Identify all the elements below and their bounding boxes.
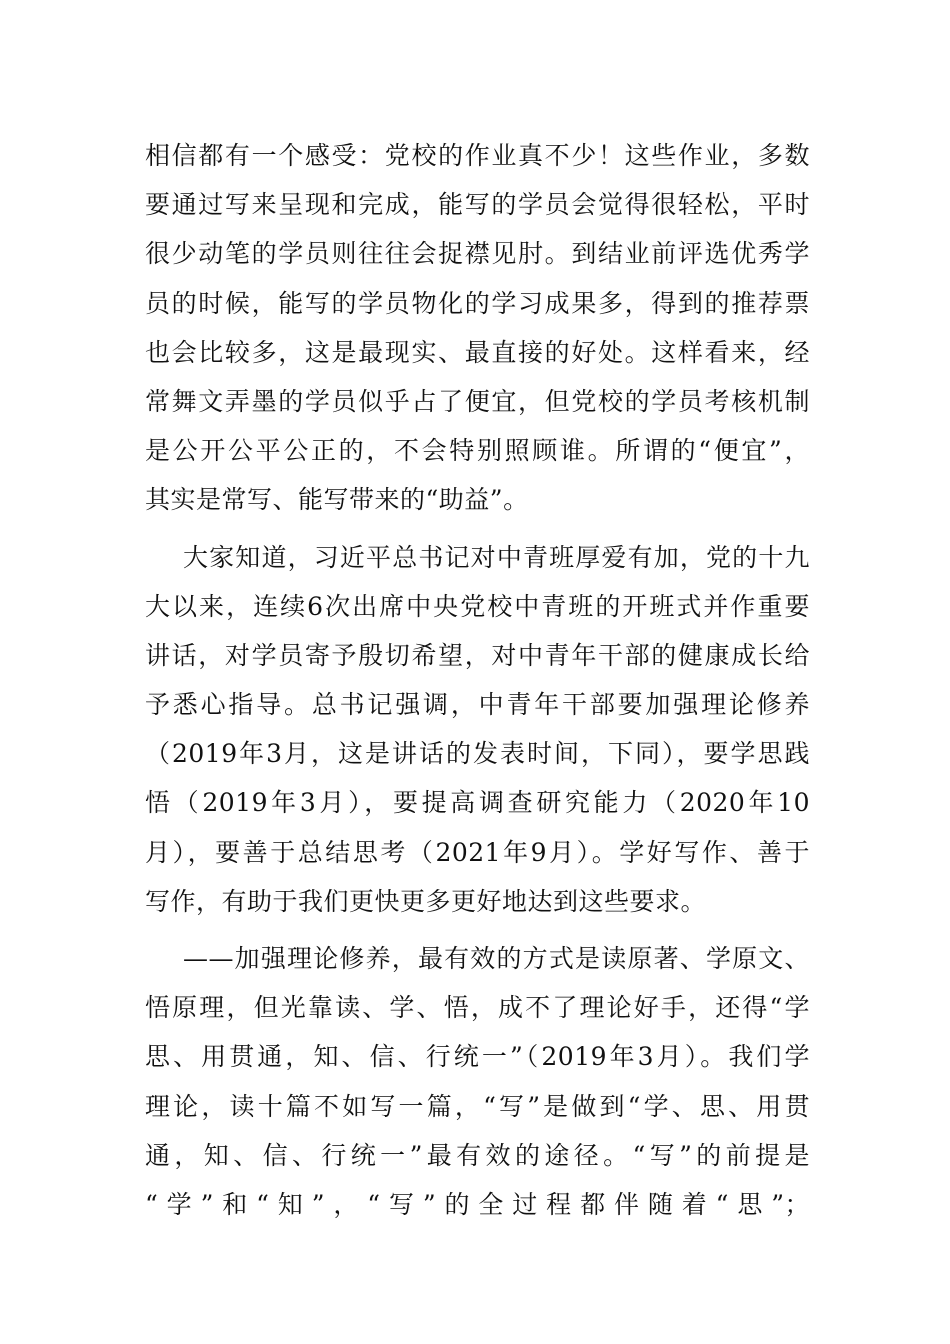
text-line: 很少动笔的学员则往往会捉襟见肘。到结业前评选优秀学 xyxy=(145,239,810,269)
text-line: 相信都有一个感受：党校的作业真不少！这些作业，多数 xyxy=(145,141,810,170)
text-line: 讲话，对学员寄予殷切希望，对中青年干部的健康成长给 xyxy=(145,640,810,670)
text-line: （2019年3月，这是讲话的发表时间，下同），要学思践 xyxy=(145,739,810,769)
text-line: 思、用贯通，知、信、行统一”（2019年3月）。我们学 xyxy=(145,1042,810,1072)
text-line: 大家知道，习近平总书记对中青班厚爱有加，党的十九 xyxy=(183,542,810,572)
text-line: 员的时候，能写的学员物化的学习成果多，得到的推荐票 xyxy=(145,288,810,318)
text-line: 写作，有助于我们更快更多更好地达到这些要求。 xyxy=(145,886,707,916)
paragraph-3 xyxy=(145,934,810,1229)
text-line: 也会比较多，这是最现实、最直接的好处。这样看来，经 xyxy=(145,337,810,367)
text-line: 理论，读十篇不如写一篇，“写”是做到“学、思、用贯 xyxy=(145,1091,810,1121)
text-line: 常舞文弄墨的学员似乎占了便宜，但党校的学员考核机制 xyxy=(145,386,810,416)
text-line: 是公开公平公正的，不会特别照顾谁。所谓的“便宜”， xyxy=(145,436,810,466)
paragraph-spacer xyxy=(145,525,810,533)
text-line: 予悉心指导。总书记强调，中青年干部要加强理论修养 xyxy=(145,690,810,720)
text-line: 悟（2019年3月），要提高调查研究能力（2020年10 xyxy=(145,788,810,818)
text-line: 其实是常写、能写带来的“助益”。 xyxy=(145,485,529,515)
text-line: 要通过写来呈现和完成，能写的学员会觉得很轻松，平时 xyxy=(145,190,810,220)
text-line: “学”和“知”，“写”的全过程都伴随着“思”； xyxy=(145,1189,810,1219)
text-line: ——加强理论修养，最有效的方式是读原著、学原文、 xyxy=(183,944,810,973)
paragraph-1 xyxy=(145,131,810,525)
text-line: 悟原理，但光靠读、学、悟，成不了理论好手，还得“学 xyxy=(145,993,810,1023)
document-body xyxy=(145,131,810,1229)
text-line: 通，知、信、行统一”最有效的途径。“写”的前提是 xyxy=(145,1140,810,1170)
text-line: 大以来，连续6次出席中央党校中青班的开班式并作重要 xyxy=(145,591,810,621)
paragraph-spacer xyxy=(145,926,810,934)
paragraph-2 xyxy=(145,533,810,927)
text-line: 月），要善于总结思考（2021年9月）。学好写作、善于 xyxy=(145,837,810,867)
